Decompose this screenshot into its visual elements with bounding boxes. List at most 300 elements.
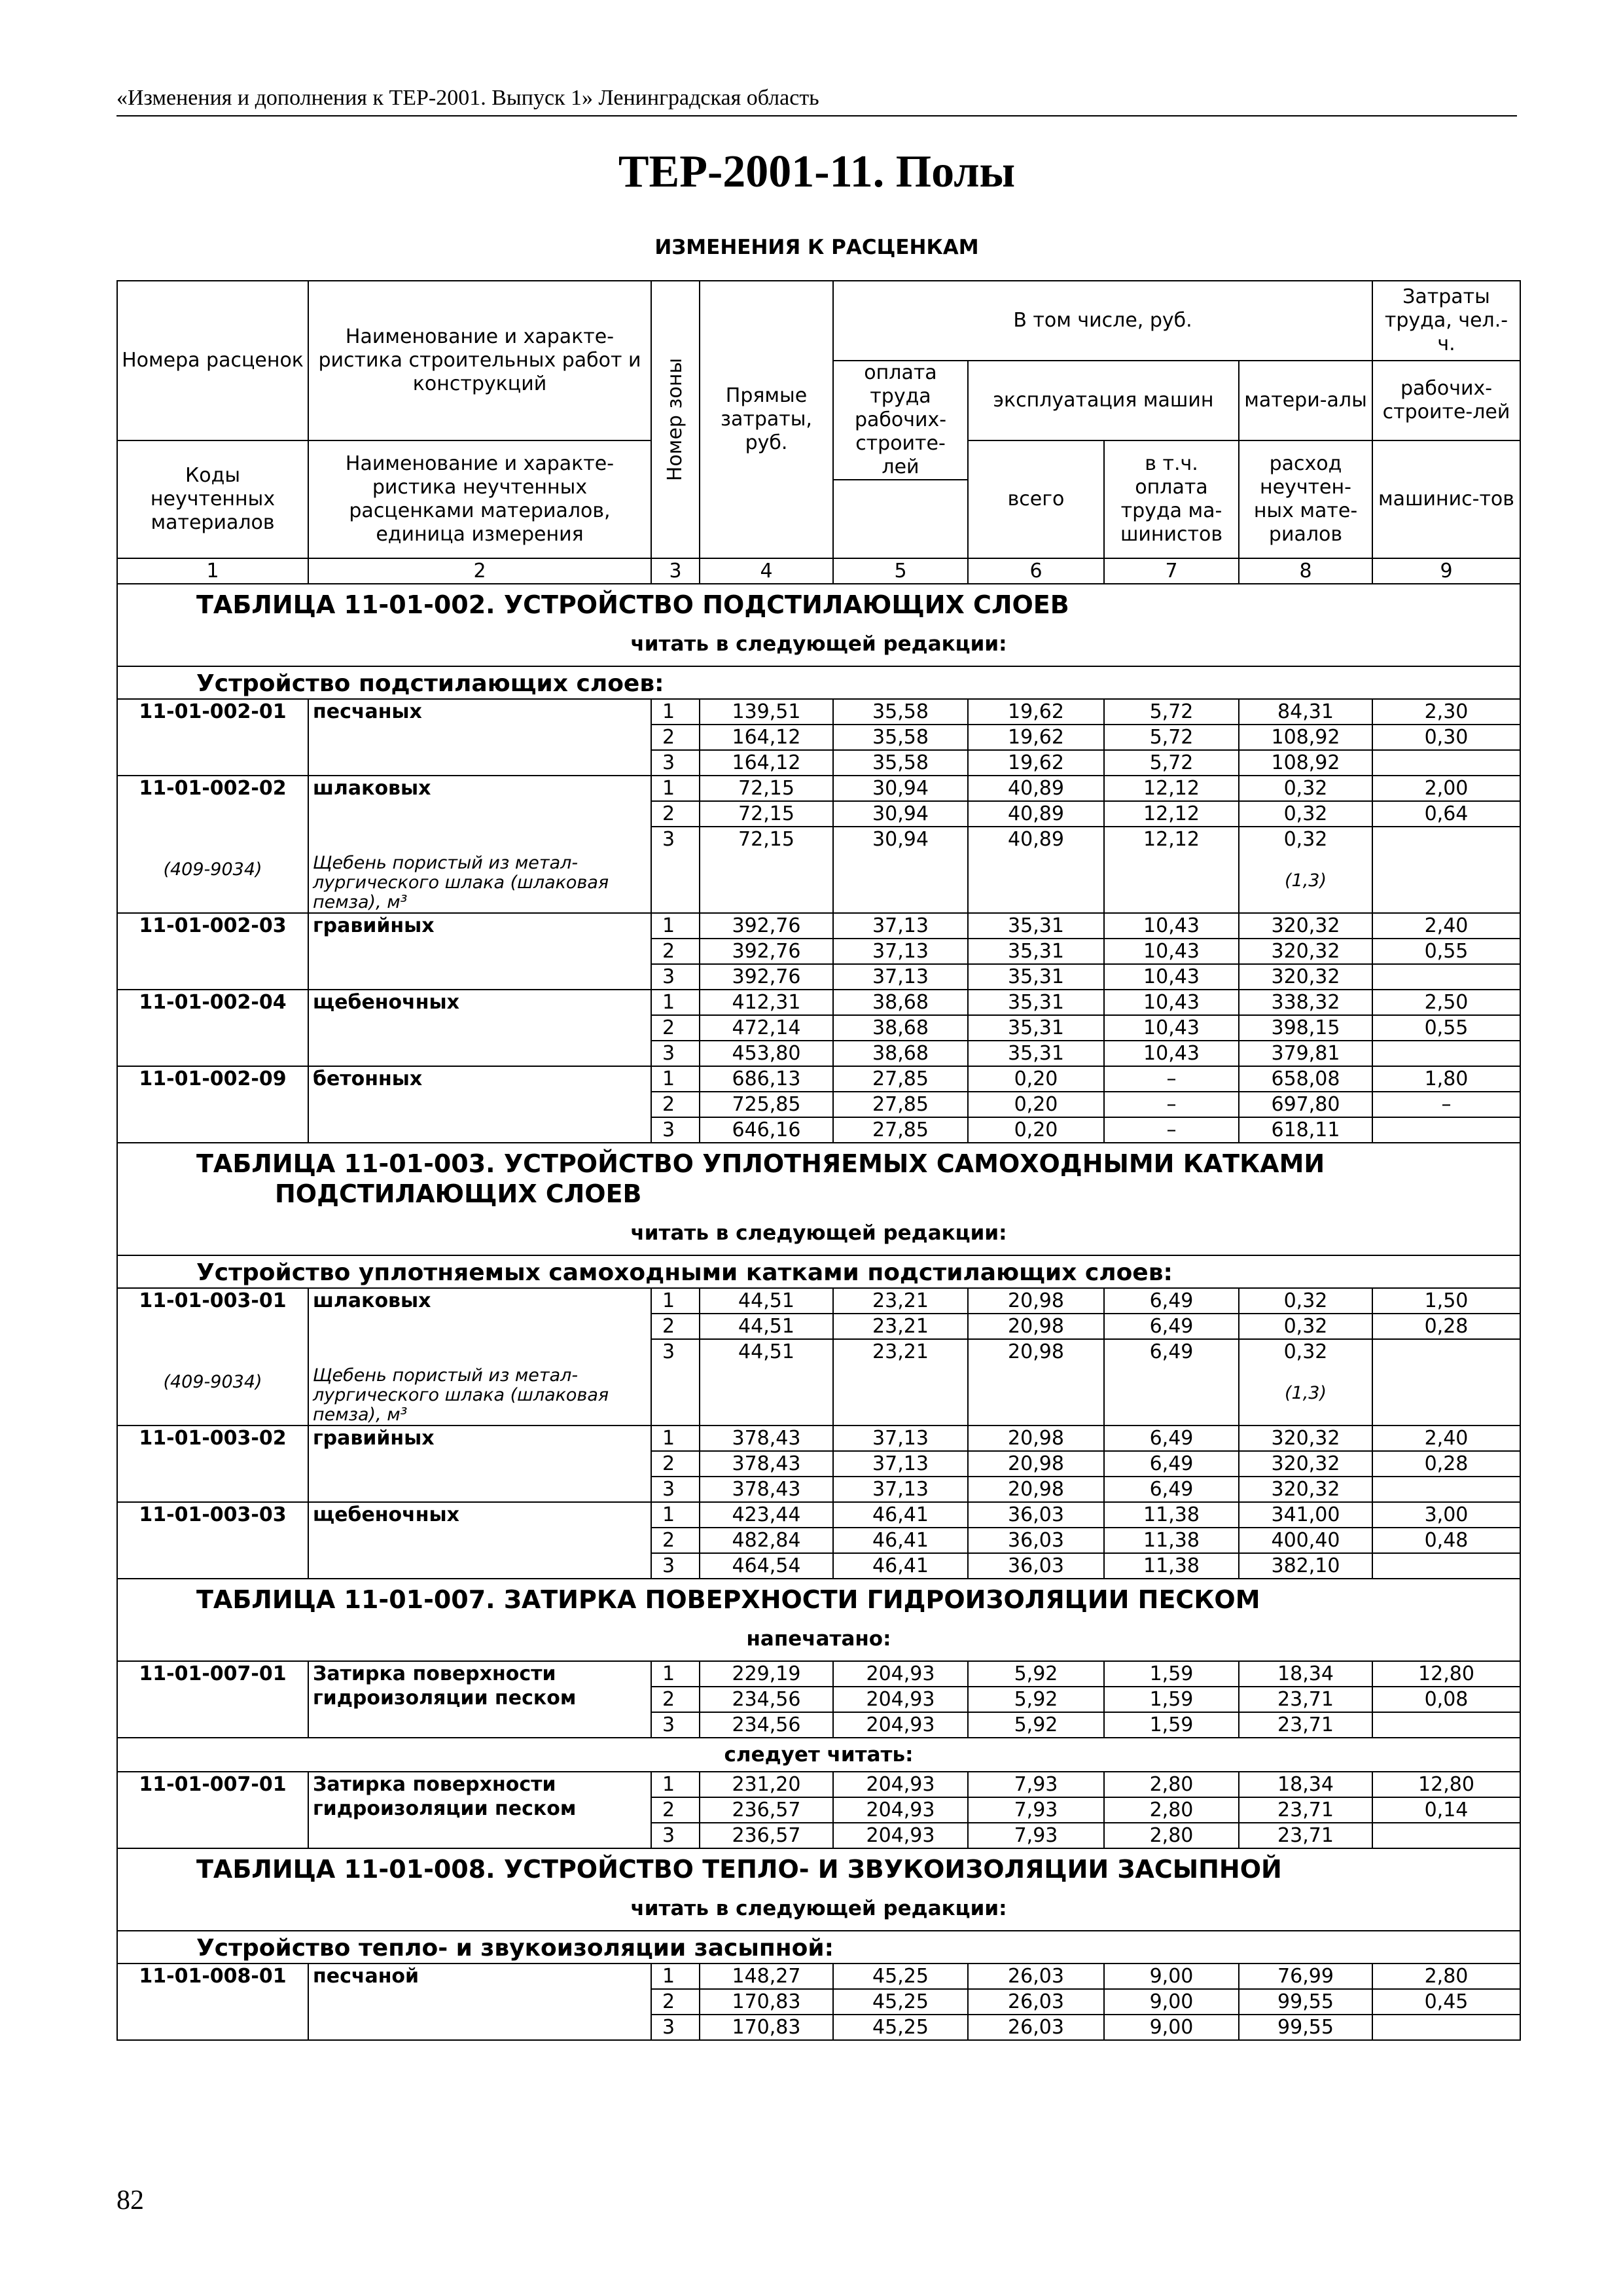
rate-code: 11-01-003-03: [117, 1502, 308, 1579]
table-row: [117, 1288, 1520, 1314]
running-header: «Изменения и дополнения к ТЕР-2001. Выпуск 1» Ленинградская область: [116, 84, 1517, 117]
value-cell: 10,43: [1104, 913, 1239, 939]
value-cell: 45,25: [833, 1989, 968, 2015]
material-qty: (1,3): [1284, 870, 1327, 891]
zone-cell: 3: [651, 2015, 700, 2040]
value-cell: 37,13: [833, 1426, 968, 1451]
value-cell: [1372, 1712, 1520, 1738]
value-cell: 236,57: [700, 1823, 833, 1848]
zone-cell: 2: [651, 1797, 700, 1823]
value-cell: 20,98: [968, 1339, 1104, 1426]
rate-name: гравийных: [308, 913, 651, 990]
hdr-vsego: всего: [968, 440, 1104, 558]
value-cell: 27,85: [833, 1092, 968, 1117]
value-cell: 464,54: [700, 1553, 833, 1579]
value-cell: 3,00: [1372, 1502, 1520, 1528]
value-cell: 9,00: [1104, 2015, 1239, 2040]
rate-name: шлаковых: [308, 776, 651, 801]
value-cell: 10,43: [1104, 1041, 1239, 1066]
value-cell: 0,28: [1372, 1314, 1520, 1339]
value-cell: 2,00: [1372, 776, 1520, 801]
value-cell: 23,71: [1239, 1823, 1372, 1848]
section-note: читать в следующей редакции:: [117, 1211, 1520, 1255]
value-cell: 472,14: [700, 1015, 833, 1041]
value-cell: 0,32: [1239, 776, 1372, 801]
value-cell: 0,28: [1372, 1451, 1520, 1477]
blank-cell: [117, 1314, 308, 1339]
page-number: 82: [116, 2185, 144, 2215]
zone-cell: 1: [651, 1066, 700, 1092]
value-cell: 5,72: [1104, 725, 1239, 750]
section-title: ТАБЛИЦА 11-01-003. УСТРОЙСТВО УПЛОТНЯЕМЫХ САМОХОДНЫМИ КАТКАМИ ПОДСТИЛАЮЩИХ СЛОЕВ: [117, 1143, 1520, 1211]
zone-cell: 1: [651, 1426, 700, 1451]
value-cell: 0,32 (1,3): [1239, 1339, 1372, 1426]
blank-cell: [308, 801, 651, 827]
hdr-naim: Наименование и характе-ристика строительных работ и конструкций: [308, 281, 651, 440]
hdr-naim-mat: Наименование и характе-ристика неучтенных расценками материалов, единица измерения: [308, 440, 651, 558]
value-cell: 234,56: [700, 1712, 833, 1738]
hdr-rashod: расход неучтен-ных мате-риалов: [1239, 440, 1372, 558]
rate-code: 11-01-003-02: [117, 1426, 308, 1502]
value-cell: 11,38: [1104, 1502, 1239, 1528]
value-cell: 38,68: [833, 1041, 968, 1066]
value-cell: 37,13: [833, 913, 968, 939]
col-num: 7: [1104, 558, 1239, 584]
value-cell: 320,32: [1239, 1426, 1372, 1451]
table-row: [117, 990, 1520, 1015]
table-row: [117, 1964, 1520, 1989]
value-cell: –: [1104, 1066, 1239, 1092]
material-code: (409-9034): [117, 827, 308, 913]
value-cell: 40,89: [968, 776, 1104, 801]
value-cell: [1372, 1553, 1520, 1579]
zone-cell: 3: [651, 750, 700, 776]
value-cell: 234,56: [700, 1687, 833, 1712]
blank-cell: [117, 801, 308, 827]
value-cell: 0,45: [1372, 1989, 1520, 2015]
value-cell: 725,85: [700, 1092, 833, 1117]
zone-cell: 3: [651, 1823, 700, 1848]
value-cell: 12,12: [1104, 827, 1239, 913]
value-cell: 27,85: [833, 1066, 968, 1092]
zone-cell: 3: [651, 964, 700, 990]
table-row: [117, 801, 1520, 827]
value-cell: 2,40: [1372, 1426, 1520, 1451]
value-cell: 30,94: [833, 776, 968, 801]
value-cell: 453,80: [700, 1041, 833, 1066]
value-cell: 108,92: [1239, 725, 1372, 750]
value-cell: 5,92: [968, 1712, 1104, 1738]
rate-code: 11-01-002-02: [117, 776, 308, 801]
value-cell: 170,83: [700, 1989, 833, 2015]
rate-code: 11-01-003-01: [117, 1288, 308, 1314]
value-cell: 378,43: [700, 1477, 833, 1502]
table-row: [117, 776, 1520, 801]
table-row: [117, 1661, 1520, 1687]
zone-cell: 3: [651, 827, 700, 913]
zone-cell: 3: [651, 1117, 700, 1143]
zone-cell: 1: [651, 1772, 700, 1797]
value-cell: 9,00: [1104, 1964, 1239, 1989]
value-cell: –: [1104, 1117, 1239, 1143]
value-cell: 164,12: [700, 725, 833, 750]
value-cell: 35,31: [968, 939, 1104, 964]
hdr-zona: Номер зоны: [651, 281, 700, 558]
value-cell: 392,76: [700, 939, 833, 964]
section-subtitle: Устройство подстилающих слоев:: [117, 666, 1520, 699]
value-cell: 482,84: [700, 1528, 833, 1553]
material-code: (409-9034): [117, 1339, 308, 1426]
value-cell: [1372, 1041, 1520, 1066]
value-cell: 0,20: [968, 1066, 1104, 1092]
value-cell: 0,14: [1372, 1797, 1520, 1823]
value-cell: 45,25: [833, 1964, 968, 1989]
value-cell: 36,03: [968, 1553, 1104, 1579]
page-title: ТЕР-2001-11. Полы: [618, 147, 1016, 197]
hdr-pryamye: Прямые затраты, руб.: [700, 281, 833, 558]
value-cell: 12,12: [1104, 801, 1239, 827]
value-cell: 11,38: [1104, 1528, 1239, 1553]
value-cell: 12,12: [1104, 776, 1239, 801]
value-cell: [1372, 1477, 1520, 1502]
zone-cell: 1: [651, 1964, 700, 1989]
value-cell: 658,08: [1239, 1066, 1372, 1092]
col-num: 5: [833, 558, 968, 584]
value-cell: 5,92: [968, 1661, 1104, 1687]
value-cell: 46,41: [833, 1553, 968, 1579]
zone-cell: 2: [651, 1451, 700, 1477]
rate-name: бетонных: [308, 1066, 651, 1143]
value-cell: [1372, 1339, 1520, 1426]
value-cell: 170,83: [700, 2015, 833, 2040]
value-cell: 204,93: [833, 1772, 968, 1797]
value-cell: 72,15: [700, 801, 833, 827]
value-cell: 23,21: [833, 1288, 968, 1314]
value-cell: 412,31: [700, 990, 833, 1015]
value-cell: 1,59: [1104, 1712, 1239, 1738]
hdr-vtch: в т.ч. оплата труда ма-шинистов: [1104, 440, 1239, 558]
rate-name: песчаных: [308, 699, 651, 776]
value-cell: 204,93: [833, 1797, 968, 1823]
value-cell: 19,62: [968, 750, 1104, 776]
value-cell: 45,25: [833, 2015, 968, 2040]
value-cell: 1,59: [1104, 1687, 1239, 1712]
value-cell: 35,31: [968, 990, 1104, 1015]
value-cell: –: [1372, 1092, 1520, 1117]
rate-code: 11-01-007-01: [117, 1661, 308, 1738]
value-cell: 99,55: [1239, 2015, 1372, 2040]
rate-code: 11-01-002-01: [117, 699, 308, 776]
table-row: [117, 1339, 1520, 1426]
value-cell: 646,16: [700, 1117, 833, 1143]
value-cell: 19,62: [968, 725, 1104, 750]
rate-name: шлаковых: [308, 1288, 651, 1314]
value-cell: 7,93: [968, 1823, 1104, 1848]
value-cell: 38,68: [833, 1015, 968, 1041]
zone-cell: 1: [651, 1502, 700, 1528]
value-cell: 26,03: [968, 2015, 1104, 2040]
rate-name: песчаной: [308, 1964, 651, 2040]
value-cell: 6,49: [1104, 1314, 1239, 1339]
value-cell: [1372, 827, 1520, 913]
value-cell: 18,34: [1239, 1661, 1372, 1687]
value-cell: 38,68: [833, 990, 968, 1015]
value-cell: 2,80: [1104, 1772, 1239, 1797]
value-cell: 10,43: [1104, 939, 1239, 964]
material-name: Щебень пористый из метал-лургического шлака (шлаковая пемза), м³: [308, 827, 651, 913]
table-row: [117, 1426, 1520, 1451]
value-cell: 35,31: [968, 1015, 1104, 1041]
table-row: [117, 1314, 1520, 1339]
zone-cell: 1: [651, 913, 700, 939]
value-cell: 20,98: [968, 1451, 1104, 1477]
value-cell: 0,30: [1372, 725, 1520, 750]
hdr-oplata: оплата труда рабочих-строите-лей: [833, 361, 968, 480]
value-cell: 35,58: [833, 699, 968, 725]
hdr-materialy: матери-алы: [1239, 361, 1372, 440]
value-cell: 392,76: [700, 913, 833, 939]
value-cell: 0,20: [968, 1092, 1104, 1117]
value-cell: 320,32: [1239, 939, 1372, 964]
section-title: ТАБЛИЦА 11-01-008. УСТРОЙСТВО ТЕПЛО- И ЗВУКОИЗОЛЯЦИИ ЗАСЫПНОЙ: [117, 1848, 1520, 1887]
col-num: 9: [1372, 558, 1520, 584]
value-cell: 148,27: [700, 1964, 833, 1989]
value-cell: 5,72: [1104, 699, 1239, 725]
value-cell: 1,50: [1372, 1288, 1520, 1314]
value-cell: 204,93: [833, 1661, 968, 1687]
zone-cell: 2: [651, 1092, 700, 1117]
value-cell: 204,93: [833, 1823, 968, 1848]
value-cell: 6,49: [1104, 1339, 1239, 1426]
value-cell: 108,92: [1239, 750, 1372, 776]
value-cell: 20,98: [968, 1426, 1104, 1451]
value-cell: 0,64: [1372, 801, 1520, 827]
value-cell: 20,98: [968, 1477, 1104, 1502]
hdr-mashinist: машинис-тов: [1372, 440, 1520, 558]
hdr-kody: Коды неучтенных материалов: [117, 440, 308, 558]
value-cell: 139,51: [700, 699, 833, 725]
zone-cell: 2: [651, 801, 700, 827]
table-row: [117, 1066, 1520, 1092]
value-cell: 36,03: [968, 1502, 1104, 1528]
value-cell: 320,32: [1239, 913, 1372, 939]
value-cell: 341,00: [1239, 1502, 1372, 1528]
section-subtitle: Устройство уплотняемых самоходными катками подстилающих слоев:: [117, 1255, 1520, 1288]
zone-cell: 2: [651, 1687, 700, 1712]
zone-cell: 3: [651, 1041, 700, 1066]
zone-cell: 3: [651, 1712, 700, 1738]
rates-table: [116, 280, 1521, 2041]
value-cell: 44,51: [700, 1288, 833, 1314]
value-cell: 0,55: [1372, 1015, 1520, 1041]
rate-code: 11-01-008-01: [117, 1964, 308, 2040]
col-num: 2: [308, 558, 651, 584]
section-subtitle: Устройство тепло- и звукоизоляции засыпной:: [117, 1931, 1520, 1964]
value-cell: 6,49: [1104, 1477, 1239, 1502]
value-cell: 44,51: [700, 1339, 833, 1426]
value-cell: 6,49: [1104, 1426, 1239, 1451]
value-cell: 84,31: [1239, 699, 1372, 725]
value-cell: 2,80: [1372, 1964, 1520, 1989]
rate-name: Затирка поверхности гидроизоляции песком: [308, 1661, 651, 1738]
value-cell: 12,80: [1372, 1661, 1520, 1687]
value-cell: 76,99: [1239, 1964, 1372, 1989]
value-cell: 5,92: [968, 1687, 1104, 1712]
value-cell: 40,89: [968, 827, 1104, 913]
zone-cell: 2: [651, 1015, 700, 1041]
value-cell: 19,62: [968, 699, 1104, 725]
value-cell: 44,51: [700, 1314, 833, 1339]
value-cell: 23,71: [1239, 1712, 1372, 1738]
value-cell: 37,13: [833, 939, 968, 964]
hdr-zatraty: Затраты труда, чел.-ч.: [1372, 281, 1520, 361]
page-subtitle: ИЗМЕНЕНИЯ К РАСЦЕНКАМ: [654, 236, 979, 259]
section-title: ТАБЛИЦА 11-01-007. ЗАТИРКА ПОВЕРХНОСТИ ГИДРОИЗОЛЯЦИИ ПЕСКОМ: [117, 1579, 1520, 1617]
value-cell: 0,20: [968, 1117, 1104, 1143]
value-cell: 2,40: [1372, 913, 1520, 939]
value-cell: 18,34: [1239, 1772, 1372, 1797]
value-cell: 5,72: [1104, 750, 1239, 776]
col-num: 6: [968, 558, 1104, 584]
rate-code: 11-01-002-04: [117, 990, 308, 1066]
zone-cell: 1: [651, 776, 700, 801]
value-cell: 46,41: [833, 1502, 968, 1528]
value-cell: 11,38: [1104, 1553, 1239, 1579]
value-cell: 0,08: [1372, 1687, 1520, 1712]
value-cell: 12,80: [1372, 1772, 1520, 1797]
zone-cell: 2: [651, 1314, 700, 1339]
value-cell: 23,21: [833, 1339, 968, 1426]
section-note: читать в следующей редакции:: [117, 1887, 1520, 1931]
col-num: 8: [1239, 558, 1372, 584]
value-cell: 27,85: [833, 1117, 968, 1143]
value-cell: [1372, 2015, 1520, 2040]
value-cell: 392,76: [700, 964, 833, 990]
value-cell: 229,19: [700, 1661, 833, 1687]
blank-cell: [308, 1314, 651, 1339]
value-cell: 23,71: [1239, 1797, 1372, 1823]
hdr-rabochih: рабочих-строите-лей: [1372, 361, 1520, 440]
rate-name: щебеночных: [308, 990, 651, 1066]
value-cell: 1,59: [1104, 1661, 1239, 1687]
table-row: [117, 1772, 1520, 1797]
value-cell: 7,93: [968, 1797, 1104, 1823]
value-cell: 320,32: [1239, 964, 1372, 990]
value-cell: 37,13: [833, 1451, 968, 1477]
value-cell: 23,21: [833, 1314, 968, 1339]
col-num: 3: [651, 558, 700, 584]
value-cell: 0,48: [1372, 1528, 1520, 1553]
rate-name: Затирка поверхности гидроизоляции песком: [308, 1772, 651, 1848]
value-cell: 6,49: [1104, 1451, 1239, 1477]
value-cell: 46,41: [833, 1528, 968, 1553]
rate-name: гравийных: [308, 1426, 651, 1502]
value-cell: 37,13: [833, 1477, 968, 1502]
value-cell: 36,03: [968, 1528, 1104, 1553]
value-cell: 398,15: [1239, 1015, 1372, 1041]
value-cell: 6,49: [1104, 1288, 1239, 1314]
zone-cell: 2: [651, 1528, 700, 1553]
value-cell: 231,20: [700, 1772, 833, 1797]
value-cell: 618,11: [1239, 1117, 1372, 1143]
value-cell: 0,32: [1239, 1314, 1372, 1339]
value-cell: 382,10: [1239, 1553, 1372, 1579]
material-name: Щебень пористый из метал-лургического шлака (шлаковая пемза), м³: [308, 1339, 651, 1426]
value-cell: 35,31: [968, 913, 1104, 939]
table-row: [117, 913, 1520, 939]
value-cell: 0,55: [1372, 939, 1520, 964]
value-cell: 2,30: [1372, 699, 1520, 725]
zone-cell: 3: [651, 1339, 700, 1426]
zone-cell: 3: [651, 1477, 700, 1502]
value-cell: 164,12: [700, 750, 833, 776]
value-cell: 7,93: [968, 1772, 1104, 1797]
value-cell: 320,32: [1239, 1477, 1372, 1502]
value-cell: 99,55: [1239, 1989, 1372, 2015]
material-qty: (1,3): [1284, 1383, 1327, 1403]
value-cell: 40,89: [968, 801, 1104, 827]
value-cell: [1372, 750, 1520, 776]
value-cell: 10,43: [1104, 964, 1239, 990]
table-row: [117, 1502, 1520, 1528]
value-cell: 204,93: [833, 1687, 968, 1712]
value-cell: 9,00: [1104, 1989, 1239, 2015]
rate-code: 11-01-002-09: [117, 1066, 308, 1143]
value-cell: 20,98: [968, 1314, 1104, 1339]
value-cell: 0,32: [1239, 801, 1372, 827]
value-cell: 72,15: [700, 776, 833, 801]
section-title: ТАБЛИЦА 11-01-002. УСТРОЙСТВО ПОДСТИЛАЮЩИХ СЛОЕВ: [117, 584, 1520, 622]
value-cell: 0,32: [1239, 1288, 1372, 1314]
value-cell: 423,44: [700, 1502, 833, 1528]
hdr-oplata-cont: [833, 480, 968, 558]
value-cell: –: [1104, 1092, 1239, 1117]
value-cell: 686,13: [700, 1066, 833, 1092]
value-cell: 26,03: [968, 1964, 1104, 1989]
value-cell: 30,94: [833, 801, 968, 827]
col-num: 1: [117, 558, 308, 584]
value-cell: 338,32: [1239, 990, 1372, 1015]
value-cell: 2,50: [1372, 990, 1520, 1015]
value-cell: 2,80: [1104, 1823, 1239, 1848]
table-row: [117, 827, 1520, 913]
value-cell: [1372, 1117, 1520, 1143]
col-num: 4: [700, 558, 833, 584]
zone-cell: 2: [651, 939, 700, 964]
value-cell: 10,43: [1104, 1015, 1239, 1041]
zone-cell: 1: [651, 1288, 700, 1314]
value-cell: 35,31: [968, 1041, 1104, 1066]
value-cell: 30,94: [833, 827, 968, 913]
zone-cell: 3: [651, 1553, 700, 1579]
value-cell: 72,15: [700, 827, 833, 913]
table-row: [117, 699, 1520, 725]
section-note: следует читать:: [117, 1738, 1520, 1772]
value-cell: 20,98: [968, 1288, 1104, 1314]
zone-cell: 1: [651, 990, 700, 1015]
value-cell: [1372, 964, 1520, 990]
value-cell: 23,71: [1239, 1687, 1372, 1712]
value-cell: 378,43: [700, 1426, 833, 1451]
value-cell: 35,31: [968, 964, 1104, 990]
rate-name: щебеночных: [308, 1502, 651, 1579]
value-cell: 2,80: [1104, 1797, 1239, 1823]
value-cell: 35,58: [833, 725, 968, 750]
value-cell: 10,43: [1104, 990, 1239, 1015]
value-cell: [1372, 1823, 1520, 1848]
hdr-nomera: Номера расценок: [117, 281, 308, 440]
value-cell: 0,32 (1,3): [1239, 827, 1372, 913]
